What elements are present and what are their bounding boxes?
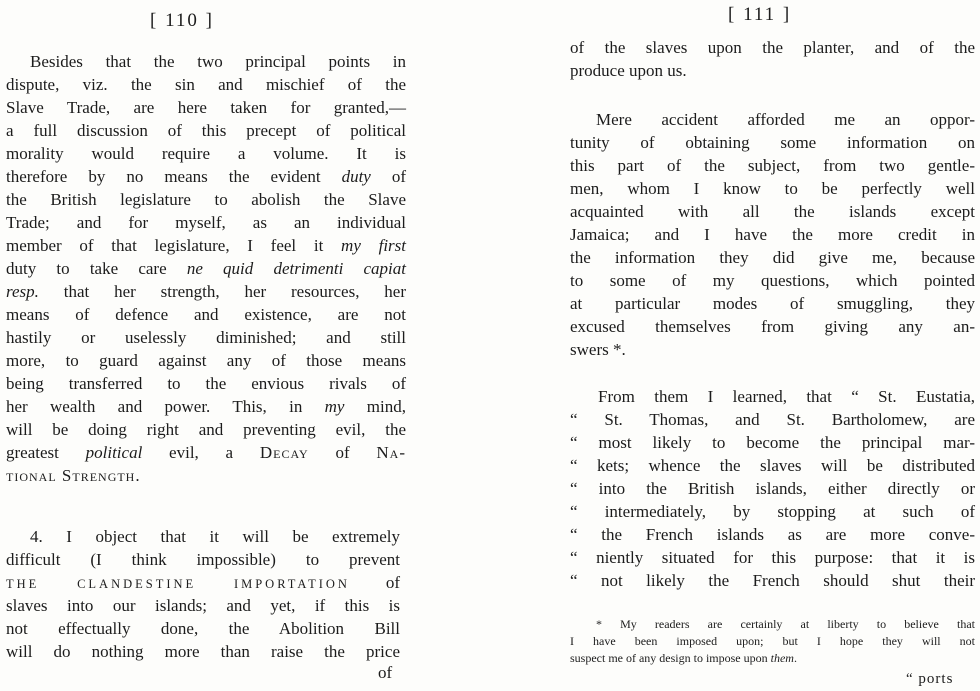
text-line: produce upon us.: [570, 61, 687, 80]
left-page: [0, 0, 410, 688]
footnote-line: * My readers are certainly at liberty to believe that: [596, 617, 975, 631]
text-line: member of that legislature, I feel it my first: [6, 236, 406, 255]
text-line: duty to take care ne quid detrimenti capiat: [6, 259, 407, 278]
text-line: “ intermediately, by stopping at such of: [570, 502, 975, 521]
text-line: dispute, viz. the sin and mischief of the: [6, 75, 406, 94]
text-line: means of defence and existence, are not: [6, 305, 406, 324]
page-number: [ 111 ]: [728, 4, 792, 25]
text-line: “ the French islands as are more conve-: [570, 525, 975, 544]
text-line: men, whom I know to be perfectly well: [570, 179, 975, 198]
text-line: difficult (I think impossible) to prevent: [6, 550, 400, 569]
text-line: will be doing right and preventing evil, the: [6, 420, 406, 439]
text-line: “ St. Thomas, and St. Bartholomew, are: [570, 410, 975, 429]
text-line: at particular modes of smuggling, they: [570, 294, 975, 313]
text-line: swers *.: [570, 340, 626, 359]
text-line: 4. I object that it will be extremely: [30, 527, 400, 546]
text-line: tional Strength.: [6, 466, 141, 485]
text-line: slaves into our islands; and yet, if this is: [6, 596, 400, 615]
text-line: the British legislature to abolish the Slave: [6, 190, 406, 209]
text-line: “ not likely the French should shut their: [570, 571, 975, 590]
text-line: tunity of obtaining some information on: [570, 133, 975, 152]
text-line: “ into the British islands, either directly or: [570, 479, 975, 498]
footnote-line: I have been imposed upon; but I hope they will not: [570, 634, 975, 648]
text-line: morality would require a volume. It is: [6, 144, 406, 163]
text-line: hastily or uselessly diminished; and still: [6, 328, 406, 347]
text-line: the information they did give me, because: [570, 248, 975, 267]
text-line: to some of my questions, which pointed: [570, 271, 975, 290]
right-page: [560, 0, 980, 688]
text-line: her wealth and power. This, in my mind,: [6, 397, 406, 416]
text-line: this part of the subject, from two gentle-: [570, 156, 975, 175]
footnote-line: suspect me of any design to impose upon them.: [570, 651, 797, 665]
text-line: THE CLANDESTINE IMPORTATION of: [6, 573, 400, 592]
text-line: From them I learned, that “ St. Eustatia,: [598, 387, 975, 406]
text-line: greatest political evil, a Decay of Na-: [6, 443, 406, 462]
text-line: “ niently situated for this purpose: that it is: [570, 548, 975, 567]
text-line: resp. that her strength, her resources, her: [6, 282, 406, 301]
text-line: “ most likely to become the principal mar-: [570, 433, 975, 452]
catchword: “ ports: [906, 671, 954, 687]
text-line: being transferred to the envious rivals of: [6, 374, 406, 393]
text-line: will do nothing more than raise the price: [6, 642, 400, 661]
text-line: therefore by no means the evident duty of: [6, 167, 407, 186]
text-line: more, to guard against any of those means: [6, 351, 406, 370]
text-line: not effectually done, the Abolition Bill: [6, 619, 400, 638]
text-line: acquainted with all the islands except: [570, 202, 975, 221]
text-line: “ kets; whence the slaves will be distributed: [570, 456, 975, 475]
text-line: Slave Trade, are here taken for granted,—: [6, 98, 406, 117]
text-line: Mere accident afforded me an oppor-: [596, 110, 975, 129]
text-line: of the slaves upon the planter, and of the: [570, 38, 975, 57]
text-line: Trade; and for myself, as an individual: [6, 213, 406, 232]
text-line: Besides that the two principal points in: [30, 52, 406, 71]
text-line: a full discussion of this precept of political: [6, 121, 406, 140]
catchword: of: [378, 663, 393, 682]
page-number: [ 110 ]: [150, 10, 214, 31]
text-line: excused themselves from giving any an-: [570, 317, 975, 336]
text-line: Jamaica; and I have the more credit in: [570, 225, 975, 244]
